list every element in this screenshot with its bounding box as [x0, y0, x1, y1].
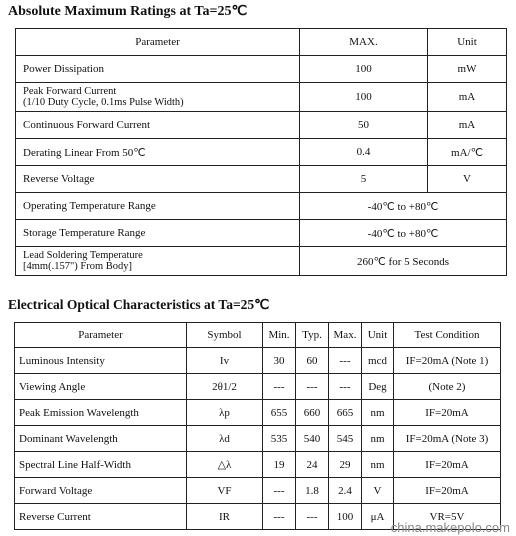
table-row	[16, 139, 507, 166]
param-cell	[16, 83, 300, 112]
absolute-max-ratings-table	[15, 28, 507, 276]
param-cell: Continuous Forward Current	[16, 112, 300, 139]
param-line: Lead Soldering Temperature	[23, 250, 143, 261]
unit-cell: mW	[428, 56, 507, 83]
param-subline: (1/10 Duty Cycle, 0.1ms Pulse Width)	[23, 97, 184, 108]
max-cell: 5	[300, 166, 428, 193]
param-cell: Peak Emission Wavelength	[15, 400, 187, 426]
column-header: Typ.	[296, 323, 329, 348]
typ-cell: 24	[296, 452, 329, 478]
param-cell: Operating Temperature Range	[16, 193, 300, 220]
max-cell: ---	[329, 348, 362, 374]
max-cell: 0.4	[300, 139, 428, 166]
symbol-cell: λp	[187, 400, 263, 426]
typ-cell: ---	[296, 374, 329, 400]
symbol-cell: 2θ1/2	[187, 374, 263, 400]
param-subline: [4mm(.157") From Body]	[23, 261, 132, 272]
symbol-cell: VF	[187, 478, 263, 504]
symbol-cell: △λ	[187, 452, 263, 478]
unit-cell: nm	[362, 400, 394, 426]
table-row	[15, 426, 501, 452]
param-cell: Spectral Line Half-Width	[15, 452, 187, 478]
param-cell: Reverse Voltage	[16, 166, 300, 193]
max-cell: 100	[300, 56, 428, 83]
table-row	[16, 83, 507, 112]
max-cell: 50	[300, 112, 428, 139]
range-cell: -40℃ to +80℃	[300, 193, 507, 220]
table-row	[15, 348, 501, 374]
max-cell: 100	[300, 83, 428, 112]
table-row	[16, 166, 507, 193]
range-cell: -40℃ to +80℃	[300, 220, 507, 247]
column-header: MAX.	[300, 29, 428, 56]
table-row	[15, 374, 501, 400]
min-cell: 535	[263, 426, 296, 452]
table-row	[15, 452, 501, 478]
max-cell: ---	[329, 374, 362, 400]
table-row	[16, 193, 507, 220]
min-cell: 655	[263, 400, 296, 426]
table-row	[16, 112, 507, 139]
max-cell: 29	[329, 452, 362, 478]
min-cell: ---	[263, 504, 296, 530]
param-cell: Luminous Intensity	[15, 348, 187, 374]
max-cell: 100	[329, 504, 362, 530]
watermark: china.makepolo.com	[390, 520, 510, 535]
typ-cell: 540	[296, 426, 329, 452]
typ-cell: 1.8	[296, 478, 329, 504]
test-condition-cell: IF=20mA (Note 1)	[394, 348, 501, 374]
column-header: Max.	[329, 323, 362, 348]
min-cell: 19	[263, 452, 296, 478]
column-header: Symbol	[187, 323, 263, 348]
column-header: Parameter	[15, 323, 187, 348]
test-condition-cell: IF=20mA (Note 3)	[394, 426, 501, 452]
table-row	[15, 478, 501, 504]
unit-cell: nm	[362, 452, 394, 478]
unit-cell: V	[362, 478, 394, 504]
column-header: Test Condition	[394, 323, 501, 348]
symbol-cell: λd	[187, 426, 263, 452]
symbol-cell: IR	[187, 504, 263, 530]
test-condition-cell: IF=20mA	[394, 452, 501, 478]
max-cell: 545	[329, 426, 362, 452]
param-cell: Power Dissipation	[16, 56, 300, 83]
param-cell: Dominant Wavelength	[15, 426, 187, 452]
unit-cell: mA/℃	[428, 139, 507, 166]
max-cell: 2.4	[329, 478, 362, 504]
column-header: Unit	[428, 29, 507, 56]
table-row	[15, 400, 501, 426]
max-cell: 665	[329, 400, 362, 426]
typ-cell: 60	[296, 348, 329, 374]
table-row	[16, 247, 507, 276]
table-header-row	[16, 29, 507, 56]
min-cell: 30	[263, 348, 296, 374]
param-cell: Forward Voltage	[15, 478, 187, 504]
column-header: Min.	[263, 323, 296, 348]
absolute-max-ratings-title: Absolute Maximum Ratings at Ta=25℃	[8, 4, 248, 19]
unit-cell: Deg	[362, 374, 394, 400]
param-cell: Viewing Angle	[15, 374, 187, 400]
column-header: Parameter	[16, 29, 300, 56]
test-condition-cell: IF=20mA	[394, 400, 501, 426]
electrical-optical-title: Electrical Optical Characteristics at Ta=25℃	[8, 297, 270, 312]
test-condition-cell: VR=5V	[394, 504, 501, 530]
unit-cell: nm	[362, 426, 394, 452]
param-cell: Reverse Current	[15, 504, 187, 530]
test-condition-cell: (Note 2)	[394, 374, 501, 400]
electrical-optical-table	[14, 322, 501, 530]
typ-cell: 660	[296, 400, 329, 426]
param-line: Peak Forward Current	[23, 86, 117, 97]
min-cell: ---	[263, 374, 296, 400]
unit-cell: mcd	[362, 348, 394, 374]
symbol-cell: Iv	[187, 348, 263, 374]
range-cell: 260℃ for 5 Seconds	[300, 247, 507, 276]
typ-cell: ---	[296, 504, 329, 530]
param-cell: Storage Temperature Range	[16, 220, 300, 247]
test-condition-cell: IF=20mA	[394, 478, 501, 504]
unit-cell: V	[428, 166, 507, 193]
min-cell: ---	[263, 478, 296, 504]
unit-cell: μA	[362, 504, 394, 530]
column-header: Unit	[362, 323, 394, 348]
unit-cell: mA	[428, 83, 507, 112]
param-cell	[16, 247, 300, 276]
table-header-row	[15, 323, 501, 348]
table-row	[16, 220, 507, 247]
table-row	[16, 56, 507, 83]
param-cell: Derating Linear From 50℃	[16, 139, 300, 166]
unit-cell: mA	[428, 112, 507, 139]
